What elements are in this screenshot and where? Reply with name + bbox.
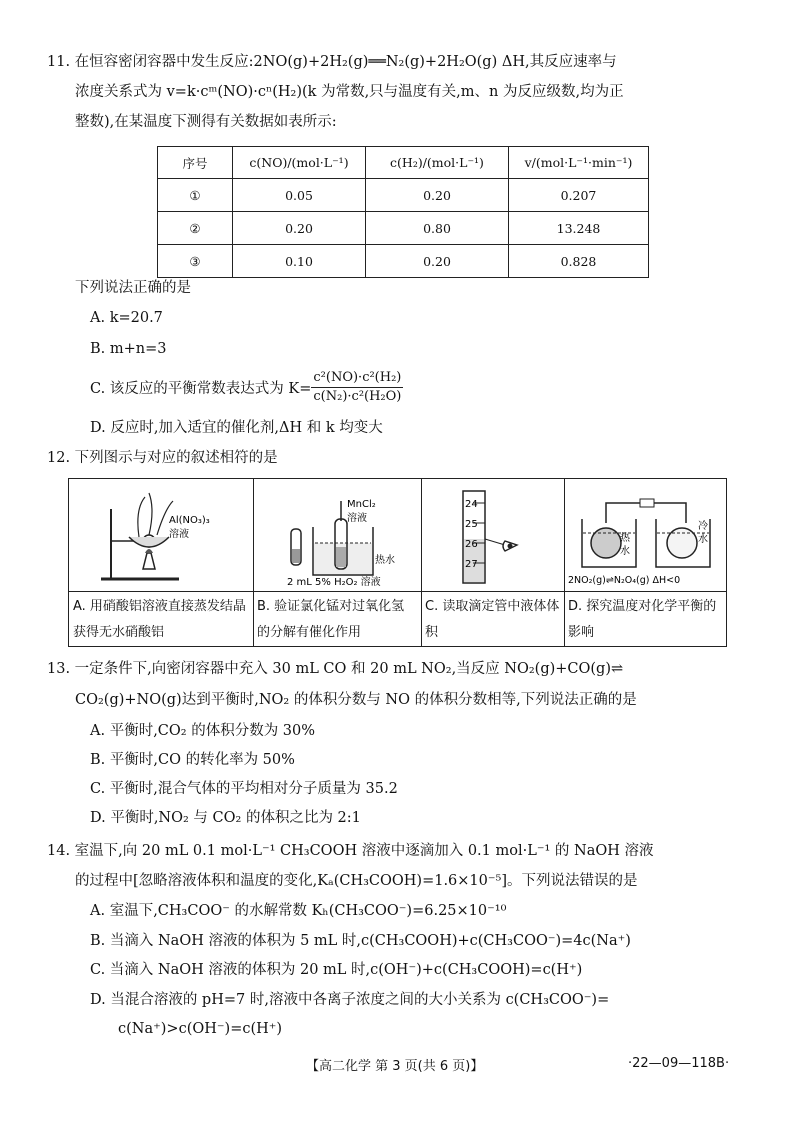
q13-line1: 13. 一定条件下,向密闭容器中充入 30 mL CO 和 20 mL NO₂,当反应 NO₂(g)+CO(g)⇌	[47, 661, 624, 677]
q11-option-a: A. k=20.7	[90, 310, 163, 326]
table-cell: 0.207	[509, 179, 649, 212]
fig-d-label-cold2: 水	[698, 534, 708, 545]
q14-line2: 的过程中[忽略溶液体积和温度的变化,Kₐ(CH₃COOH)=1.6×10⁻⁵]。下列说法错误的是	[75, 873, 638, 889]
fig-b-label-hot-water: 热水	[375, 555, 395, 566]
fig-b-label-solution: 溶液	[347, 513, 367, 524]
q13-option-b: B. 平衡时,CO 的转化率为 50%	[90, 752, 295, 768]
q14-option-c: C. 当滴入 NaOH 溶液的体积为 20 mL 时,c(OH⁻)+c(CH₃COOH)=c(H⁺)	[90, 962, 583, 978]
experiment-figure-table	[68, 478, 727, 647]
fig-d-label-hot2: 水	[620, 546, 630, 557]
figure-cell-a	[69, 479, 254, 646]
table-header-row	[158, 147, 649, 179]
table-cell: 0.10	[233, 245, 366, 278]
fig-a-label-salt: Al(NO₃)₃	[169, 515, 210, 526]
table-cell: 0.828	[509, 245, 649, 278]
table-cell: ②	[158, 212, 233, 245]
table-header-cell: 序号	[158, 147, 233, 179]
q13-option-a: A. 平衡时,CO₂ 的体积分数为 30%	[90, 723, 316, 739]
table-header-cell: c(NO)/(mol·L⁻¹)	[233, 147, 366, 179]
table-header-cell: c(H₂)/(mol·L⁻¹)	[366, 147, 509, 179]
q11-option-c-prefix: C. 该反应的平衡常数表达式为 K=	[90, 380, 312, 397]
table-cell: 0.05	[233, 179, 366, 212]
table-cell: 0.80	[366, 212, 509, 245]
table-row	[158, 179, 649, 212]
burette-reading-icon	[421, 479, 564, 591]
burette-tick-26: 26	[465, 539, 478, 550]
q11-line2: 浓度关系式为 v=k·cᵐ(NO)·cⁿ(H₂)(k 为常数,只与温度有关,m、n 为反应级数,均为正	[75, 84, 624, 100]
page-footer-code: ·22—09—118B·	[628, 1056, 730, 1071]
q13-option-d: D. 平衡时,NO₂ 与 CO₂ 的体积之比为 2:1	[90, 810, 361, 826]
fig-d-equation: 2NO₂(g)⇌N₂O₄(g) ΔH<0	[568, 575, 681, 586]
figure-cell-b	[253, 479, 422, 646]
table-row	[158, 212, 649, 245]
q11-line1: 11. 在恒容密闭容器中发生反应:2NO(g)+2H₂(g)══N₂(g)+2H₂O(g) ΔH,其反应速率与	[47, 54, 617, 70]
q14-option-b: B. 当滴入 NaOH 溶液的体积为 5 mL 时,c(CH₃COOH)+c(CH₃COO⁻)=4c(Na⁺)	[90, 933, 631, 949]
page-footer-center: 【高二化学 第 3 页(共 6 页)】	[306, 1059, 484, 1074]
fig-b-label-h2o2: 2 mL 5% H₂O₂ 溶液	[287, 577, 381, 588]
q11-option-b: B. m+n=3	[90, 341, 167, 357]
q11-line3: 整数),在某温度下测得有关数据如表所示:	[75, 114, 337, 130]
fraction-denominator: c(N₂)·c²(H₂O)	[313, 388, 402, 404]
q14-option-a: A. 室温下,CH₃COO⁻ 的水解常数 Kₕ(CH₃COO⁻)=6.25×10⁻¹⁰	[90, 903, 507, 919]
caption-c: C. 读取滴定管中液体体积	[421, 591, 564, 646]
figure-cell-d	[564, 479, 726, 646]
table-cell: ③	[158, 245, 233, 278]
fig-d-label-hot1: 热	[620, 533, 630, 544]
equilibrium-constant-fraction	[311, 369, 403, 406]
burette-tick-25: 25	[465, 519, 478, 530]
q11-option-c	[90, 366, 403, 408]
table-header-cell: v/(mol·L⁻¹·min⁻¹)	[509, 147, 649, 179]
table-cell: 0.20	[366, 245, 509, 278]
figure-cell-c	[421, 479, 565, 646]
q13-line2: CO₂(g)+NO(g)达到平衡时,NO₂ 的体积分数与 NO 的体积分数相等,下列说法正确的是	[75, 692, 637, 708]
q13-option-c: C. 平衡时,混合气体的平均相对分子质量为 35.2	[90, 781, 398, 797]
table-cell: 0.20	[366, 179, 509, 212]
q14-line1: 14. 室温下,向 20 mL 0.1 mol·L⁻¹ CH₃COOH 溶液中逐滴加入 0.1 mol·L⁻¹ 的 NaOH 溶液	[47, 843, 654, 859]
temperature-equilibrium-icon	[564, 479, 726, 591]
burette-tick-24: 24	[465, 499, 478, 510]
q12-title: 12. 下列图示与对应的叙述相符的是	[47, 450, 278, 466]
evaporation-apparatus-icon	[69, 479, 253, 591]
caption-a: A. 用硝酸铝溶液直接蒸发结晶获得无水硝酸铝	[69, 591, 253, 646]
table-cell: 13.248	[509, 212, 649, 245]
fig-d-label-cold1: 冷	[698, 521, 708, 532]
caption-b: B. 验证氯化锰对过氧化氢的分解有催化作用	[253, 591, 421, 646]
fig-b-label-mncl2: MnCl₂	[347, 499, 376, 510]
table-row	[158, 245, 649, 278]
table-cell: 0.20	[233, 212, 366, 245]
catalyst-experiment-icon	[253, 479, 421, 591]
q14-option-d-line1: D. 当混合溶液的 pH=7 时,溶液中各离子浓度之间的大小关系为 c(CH₃COO⁻)=	[90, 992, 610, 1008]
q14-option-d-line2: c(Na⁺)>c(OH⁻)=c(H⁺)	[118, 1021, 283, 1037]
caption-d: D. 探究温度对化学平衡的影响	[564, 591, 726, 646]
rate-data-table	[157, 146, 649, 278]
q11-prompt: 下列说法正确的是	[75, 280, 191, 296]
burette-tick-27: 27	[465, 559, 478, 570]
fig-a-label-solution: 溶液	[169, 529, 189, 540]
fraction-numerator: c²(NO)·c²(H₂)	[311, 369, 403, 388]
table-cell: ①	[158, 179, 233, 212]
q11-option-d: D. 反应时,加入适宜的催化剂,ΔH 和 k 均变大	[90, 420, 383, 436]
